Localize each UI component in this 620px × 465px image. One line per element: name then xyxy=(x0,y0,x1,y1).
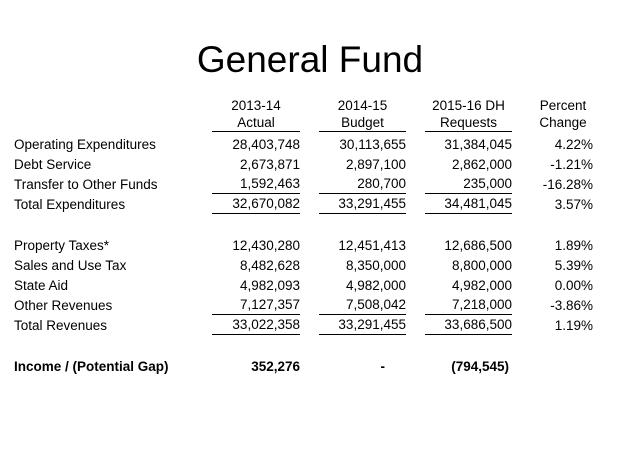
cell-change: -3.86% xyxy=(550,298,593,313)
row-label: Sales and Use Tax xyxy=(14,258,127,273)
header-actual xyxy=(212,97,300,132)
row-label: Debt Service xyxy=(14,157,92,172)
header-actual-year: 2013-14 xyxy=(231,98,281,113)
cell-requests: 8,800,000 xyxy=(451,258,512,273)
row-label: Operating Expenditures xyxy=(14,137,156,152)
cell-actual: 4,982,093 xyxy=(239,278,300,293)
table-row-property-taxes xyxy=(0,236,620,256)
cell-change: 1.19% xyxy=(554,318,593,333)
cell-budget: 4,982,000 xyxy=(345,278,406,293)
cell-actual: 28,403,748 xyxy=(232,137,300,152)
page-title: General Fund xyxy=(196,39,424,80)
table-row-debt-service xyxy=(0,155,620,175)
cell-budget: 33,291,455 xyxy=(319,316,406,335)
row-label: Other Revenues xyxy=(14,298,113,313)
cell-budget: 280,700 xyxy=(319,175,406,194)
header-budget xyxy=(319,97,406,132)
cell-actual: 33,022,358 xyxy=(212,316,300,335)
cell-actual: 352,276 xyxy=(251,359,300,374)
cell-change: -1.21% xyxy=(550,157,593,172)
cell-budget: 30,113,655 xyxy=(339,137,406,152)
cell-requests: 34,481,045 xyxy=(425,195,512,214)
cell-change: 4.22% xyxy=(554,137,593,152)
cell-actual: 1,592,463 xyxy=(212,175,300,194)
header-actual-label: Actual xyxy=(212,114,300,132)
header-budget-year: 2014-15 xyxy=(337,98,388,113)
cell-requests: 31,384,045 xyxy=(444,137,512,152)
cell-actual: 2,673,871 xyxy=(239,157,300,172)
cell-actual: 32,670,082 xyxy=(212,195,300,214)
cell-budget: - xyxy=(380,359,385,374)
header-change-line2: Change xyxy=(539,115,587,130)
table-row-income-potential-gap xyxy=(0,357,620,377)
table-row-sales-and-use-tax xyxy=(0,256,620,276)
cell-budget: 33,291,455 xyxy=(319,195,406,214)
cell-requests: 7,218,000 xyxy=(425,296,512,315)
cell-actual: 7,127,357 xyxy=(212,296,300,315)
header-requests-year: 2015-16 DH xyxy=(432,98,505,113)
header-requests-label: Requests xyxy=(425,114,512,132)
cell-actual: 12,430,280 xyxy=(232,238,300,253)
row-label: State Aid xyxy=(14,278,69,293)
row-label: Income / (Potential Gap) xyxy=(14,359,169,374)
row-label: Transfer to Other Funds xyxy=(14,177,158,192)
cell-requests: 4,982,000 xyxy=(451,278,512,293)
cell-requests: 33,686,500 xyxy=(425,316,512,335)
cell-change: 5.39% xyxy=(554,258,593,273)
table-row-operating-expenditures xyxy=(0,135,620,155)
cell-budget: 7,508,042 xyxy=(319,296,406,315)
table-row-transfer-to-other-funds xyxy=(0,175,620,195)
cell-change: 1.89% xyxy=(554,238,593,253)
table-row-other-revenues xyxy=(0,296,620,316)
header-change xyxy=(528,97,598,131)
header-budget-label: Budget xyxy=(319,114,406,132)
row-label: Total Expenditures xyxy=(14,197,126,212)
header-change-line1: Percent xyxy=(539,98,587,113)
table-row-total-revenues xyxy=(0,316,620,336)
cell-actual: 8,482,628 xyxy=(239,258,300,273)
cell-requests: 2,862,000 xyxy=(451,157,512,172)
row-label: Total Revenues xyxy=(14,318,108,333)
table-row-state-aid xyxy=(0,276,620,296)
row-label: Property Taxes* xyxy=(14,238,110,253)
table-row-total-expenditures xyxy=(0,195,620,215)
cell-change: -16.28% xyxy=(542,177,593,192)
cell-requests: (794,545) xyxy=(451,359,509,374)
cell-budget: 12,451,413 xyxy=(338,238,406,253)
cell-requests: 12,686,500 xyxy=(444,238,512,253)
cell-budget: 8,350,000 xyxy=(345,258,406,273)
cell-requests: 235,000 xyxy=(425,175,512,194)
cell-budget: 2,897,100 xyxy=(345,157,406,172)
cell-change: 3.57% xyxy=(554,197,593,212)
cell-change: 0.00% xyxy=(554,278,593,293)
header-requests xyxy=(425,97,512,132)
